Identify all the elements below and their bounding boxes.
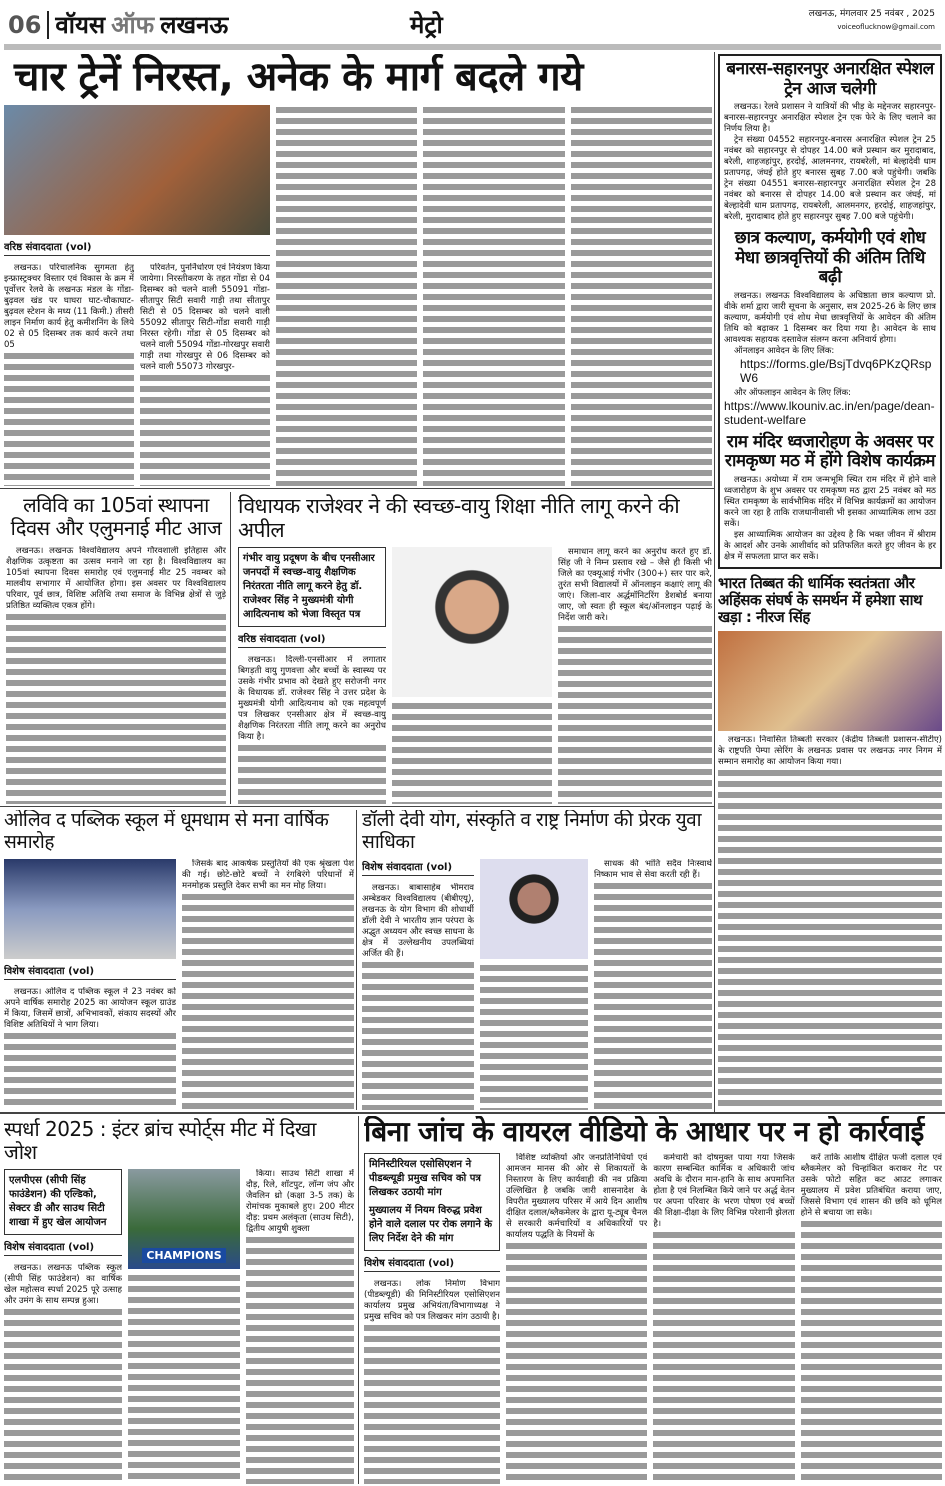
- viral-para2: विशिष्ट व्यक्तियों और जनप्रतिनिधियों एवं आमजन मानस की ओर से शिकायतों के निस्तारण के लिए कार्यवाही की नव प्रक्रिया उल्लिखित है जबकि जारी शासनादेश के विपरीत मुख्यालय परिसर में आये दिन आशीष दीक्षित दलाल/ब्लैकमेलर के द्वारा यू-ट्यूब चैनल से सरकारी कर्मचारियों व अधिकारियों पर कार्यालय पद्धति के नियमों के: [506, 1153, 648, 1241]
- dolly-photo: [480, 859, 588, 959]
- paper-name-1: वॉयस: [55, 11, 106, 39]
- page-number: 06: [8, 11, 49, 39]
- sports-headline: स्पर्धा 2025 : इंटर ब्रांच स्पोर्ट्स मीट में दिखा जोश: [4, 1118, 316, 1164]
- side1-body: [724, 102, 936, 223]
- divider: [358, 1116, 359, 1484]
- sports-story: [4, 1118, 354, 1484]
- mla-col3: [558, 547, 712, 804]
- lu-body: [6, 546, 226, 804]
- sports-para2: लखनऊ। लखनऊ पब्लिक स्कूल (सीपी सिंह फाउंडेशन) का वार्षिक खेल महोत्सव स्पर्धा 2025 पूरे उत्साह और उमंग के साथ सम्पन्न हुआ।: [4, 1263, 122, 1306]
- dolly-headline: डॉली देवी योग, संस्कृति व राष्ट्र निर्माण की प्रेरक युवा साधिका: [362, 810, 702, 853]
- masthead-title: [8, 8, 228, 41]
- side3-headline: राम मंदिर ध्वजारोहण के अवसर पर रामकृष्ण मठ में होंगे विशेष कार्यक्रम: [725, 431, 935, 472]
- lu-story: [6, 494, 226, 804]
- mla-photo: [392, 547, 552, 697]
- offline-label: और ऑफलाइन आवेदन के लिए लिंक:: [734, 387, 851, 398]
- olive-byline: विशेष संवाददाता (vol): [4, 963, 176, 980]
- side4-headline: भारत तिब्बत की धार्मिक स्वतंत्रता और अहिंसक संघर्ष के समर्थन में हमेशा साथ खड़ा : नीरज सिंह: [718, 573, 923, 627]
- viral-para3: कर्मचारी को दोषमुक्त पाया गया जिसके कारण सम्बन्धित कार्मिक व अधिकारी जांच अवधि के दौरान मान-हानि के साथ अपमानित होता है एवं निलम्बित किये जाने पर अर्द्ध वेतन पर अपना परिवार के भरण पोषण एवं बच्चों की शिक्षा-दीक्षा के लिए विभिन्न परेशानी झेलता है।: [653, 1153, 795, 1230]
- online-url-link[interactable]: https://forms.gle/BsjTdvq6PKzQRspW6: [740, 356, 932, 385]
- sports-col2: [128, 1273, 240, 1484]
- sports-col3: [246, 1169, 354, 1484]
- lead-col1: [4, 263, 134, 486]
- viral-col3: [653, 1153, 794, 1484]
- divider: [0, 806, 714, 807]
- side3-para1: लखनऊ। अयोध्या में राम जन्मभूमि स्थित राम मंदिर में होने वाले ध्वजारोहण के शुभ अवसर पर रामकृष्ण मठ द्वारा 25 नवंबर को मठ स्थित रामकृष्ण के सार्वभौमिक मंदिर में विभिन्न कार्यक्रमों का आयोजन करने जा रहा है ताकि राजधानीवासी भी इसका आध्यात्मिक लाभ उठा सकें।: [724, 474, 936, 529]
- side3-para2: इस आध्यात्मिक आयोजन का उद्देश्य है कि भक्त जीवन में श्रीराम के आदर्श और उनके आशीर्वाद को प्रतिफलित करते हुए जीवन के हर क्षेत्र में सफलता प्राप्त कर सकें।: [724, 529, 936, 562]
- lead-story: [4, 54, 712, 486]
- olive-photo: [4, 859, 176, 959]
- dolly-story: [362, 810, 712, 1110]
- viral-highlights: [364, 1153, 500, 1251]
- sidebar-box: [718, 54, 942, 569]
- lead-para2: परिवर्तन, पुनर्निर्धारण एवं नियंत्रण किया जायेगा। निरस्तीकरण के तहत गोंडा से 04 दिसम्बर को चलने वाली 55091 गोंडा-सीतापुर सिटी सवारी गाड़ी तथा सीतापुर सिटी से 05 दिसम्बर को चलने वाली 55092 सीतापुर सिटी-गोंडा सवारी गाड़ी निरस्त रहेगी। गोंडा से 05 दिसम्बर को चलने वाली 55094 गोंडा-गोरखपुर सवारी गाड़ी तथा गोरखपुर से 06 दिसम्बर को चलने वाली 55073 गोरखपुर-: [140, 263, 270, 372]
- online-label: ऑनलाइन आवेदन के लिए लिंक:: [734, 345, 835, 356]
- dolly-byline: विशेष संवाददाता (vol): [362, 859, 474, 876]
- offline-url-link[interactable]: https://www.lkouniv.ac.in/en/page/dean-student-welfare: [724, 398, 935, 427]
- viral-col1: [364, 1279, 500, 1484]
- email: voiceoflucknow@gmail.com: [837, 23, 935, 31]
- divider: [0, 488, 714, 489]
- dolly-col2: [480, 963, 588, 1110]
- sports-highlight: एलपीएस (सीपी सिंह फाउंडेशन) की एल्डिको, सेक्टर डी और साउथ सिटी शाखा में हुए खेल आयोजन: [4, 1169, 122, 1235]
- sidebar-divider: [714, 52, 715, 1112]
- side4-body: [718, 735, 942, 1108]
- paper-name-2: ऑफ: [111, 11, 155, 39]
- olive-col1: [4, 987, 176, 1110]
- olive-para1: लखनऊ। ओलिव द पब्लिक स्कूल ने 23 नवंबर को अपने वार्षिक समारोह 2025 का आयोजन स्कूल ग्राउंड में किया, जिसमें छात्रों, अभिभावकों, संकाय सदस्यों और विशिष्ट अतिथियों ने भाग लिया।: [4, 986, 176, 1030]
- viral-col2: [506, 1153, 647, 1484]
- sports-para1: किया। साउथ सिटी शाखा में दौड़, रिले, शॉटपुट, लॉन्ग जंप और जैवलिन थ्रो (कक्षा 3-5 तक) के रोमांचक मुकाबले हुए। 200 मीटर दौड़: प्रथम अलंकृता (साउथ सिटी), द्वितीय आयुषी शुक्ला: [246, 1169, 354, 1234]
- side2-body: [724, 291, 936, 357]
- divider: [230, 492, 231, 804]
- viral-col4: [801, 1153, 942, 1484]
- side2-para1: लखनऊ। लखनऊ विश्वविद्यालय के अधिष्ठाता छात्र कल्याण प्रो. वीके शर्मा द्वारा जारी सूचना के अनुसार, सत्र 2025-26 के लिए छात्र कल्याण, कर्मयोगी एवं शोध मेधा छात्रवृत्तियों के आवेदन की अंतिम तिथि को बढ़ाकर 1 दिसम्बर कर दिया गया है। आवेदन के साथ आवश्यक सहायक दस्तावेज संलग्न करना अनिवार्य होगा।: [724, 290, 936, 345]
- viral-para1: लखनऊ। लोक निर्माण विभाग (पीडब्ल्यूडी) की मिनिस्टीरियल एसोसिएशन कार्यालय प्रमुख अभियंता/विभागाध्यक्ष ने प्रमुख सचिव को पत्र लिखकर मांग उठायी है।: [364, 1279, 500, 1323]
- divider: [356, 810, 357, 1110]
- lead-para1: लखनऊ। परिचालनिक सुगमता हेतु इन्फ्रास्ट्रक्चर विस्तार एवं विकास के क्रम में पूर्वोत्तर रेलवे के लखनऊ मंडल के गोंडा-बुढ़वल खंड पर घाघरा घाट-चौकाघाट-बुढ़वल स्टेशन के मध्य (11 किमी.) तीसरी लाइन निर्माण कार्य हेतु कमीशनिंग के लिये 02 से 05 दिसम्बर तक कार्य करने तथा 05: [4, 263, 134, 350]
- lead-col4: [423, 105, 564, 486]
- sports-byline: विशेष संवाददाता (vol): [4, 1239, 122, 1256]
- lu-para1: लखनऊ। लखनऊ विश्वविद्यालय अपने गौरवशाली इतिहास और शैक्षणिक उत्कृष्टता का उत्सव मनाने जा रहा है। विश्वविद्यालय का 105वां स्थापना दिवस समारोह एवं एलुमनाई मीट 25 नवम्बर को मालवीय सभागार में आयोजित होगा। इस अवसर पर विश्वविद्यालय परिवार, पूर्व छात्र, विशिष्ट अतिथि तथा समाज के विभिन्न क्षेत्रों से जुड़े प्रतिष्ठित व्यक्तित्व एकत्र होंगे।: [6, 546, 226, 611]
- champions-banner: CHAMPIONS: [142, 1248, 225, 1263]
- viral-para4: करें ताकि आशीष दीक्षित फर्जी दलाल एवं ब्लैकमेलर को चिन्हांकित कराकर गेट पर उसके फोटो सहित कट आउट लगाकर मुख्यालय में प्रवेश प्रतिबंधित कराया जाए, जिससे विभाग एवं शासन की छवि को धूमिल होने से बचाया जा सके।: [800, 1153, 942, 1219]
- mla-col2: [392, 701, 552, 804]
- mla-byline: वरिष्ठ संवाददाता (vol): [238, 631, 386, 648]
- olive-col2: [182, 859, 354, 1110]
- side2-headline: छात्र कल्याण, कर्मयोगी एवं शोध मेधा छात्रवृत्तियों की अंतिम तिथि बढ़ी: [734, 228, 926, 288]
- side1-para1: लखनऊ। रेलवे प्रशासन ने यात्रियों की भीड़ के मद्देनजर सहारनपुर-बनारस-सहारनपुर अनारक्षित स्पेशल ट्रेन एक फेरे के लिए चलाने का निर्णय लिया है।: [724, 102, 936, 135]
- side3-body: [724, 475, 936, 563]
- mla-highlight: गंभीर वायु प्रदूषण के बीच एनसीआर जनपदों में स्वच्छ-वायु शैक्षणिक निरंतरता नीति लागू करने हेतु डॉ. राजेश्वर सिंह ने मुख्यमंत्री योगी आदित्यनाथ को भेजा विस्तृत पत्र: [238, 547, 386, 627]
- dolly-col3: [594, 859, 712, 1110]
- lead-byline: वरिष्ठ संवाददाता (vol): [4, 239, 270, 256]
- lu-headline: लविवि का 105वां स्थापना दिवस और एलुमनाई मीट आज: [10, 494, 222, 540]
- dolly-para1: लखनऊ। बाबासाहेब भीमराव अम्बेडकर विश्वविद्यालय (बीबीएयू), लखनऊ के योग विभाग की शोधार्थी डॉली देवी ने भारतीय ज्ञान परंपरा के अद्भुत अध्ययन और स्वच्छ साधना के क्षेत्र में उल्लेखनीय उपलब्धियां अर्जित की हैं।: [362, 882, 474, 959]
- paper-name-3: लखनऊ: [160, 11, 229, 39]
- train-photo: [4, 105, 270, 235]
- dolly-para2: साधक की भांति सदैव निःस्वार्थ निष्काम भाव से सेवा करती रही हैं।: [594, 858, 712, 880]
- viral-byline: विशेष संवाददाता (vol): [364, 1255, 500, 1272]
- lead-col2: [140, 263, 270, 486]
- viral-headline: बिना जांच के वायरल वीडियो के आधार पर न हो कार्रवाई: [364, 1116, 924, 1148]
- dolly-col1: [362, 883, 474, 1110]
- side4-para1: लखनऊ। निवासित तिब्बती सरकार (केंद्रीय तिब्बती प्रशासन-सीटीए) के राष्ट्रपति पेम्पा त्सेरिंग के लखनऊ प्रवास पर लखनऊ नगर निगम में सम्मान समारोह का आयोजन किया गया।: [718, 734, 942, 767]
- date: लखनऊ, मंगलवार 25 नवंबर , 2025: [808, 9, 935, 19]
- offline-label-wrap: [724, 388, 936, 399]
- sports-col1: [4, 1263, 122, 1484]
- mla-story: [238, 494, 712, 804]
- tibet-event-photo: [718, 631, 942, 731]
- viral-highlight-1: मिनिस्टीरियल एसोसिएशन ने पीडब्ल्यूडी प्रमुख सचिव को पत्र लिखकर उठायी मांग: [369, 1159, 481, 1199]
- olive-story: [4, 810, 354, 1110]
- section-name: मेट्रो: [410, 11, 443, 39]
- divider: [0, 1112, 945, 1114]
- lead-col3: [276, 105, 417, 486]
- mla-headline: विधायक राजेश्वर ने की स्वच्छ-वायु शिक्षा नीति लागू करने की अपील: [238, 494, 680, 543]
- side1-headline: बनारस-सहारनपुर अनारक्षित स्पेशल ट्रेन आज चलेगी: [726, 59, 934, 99]
- viral-highlight-2: मुख्यालय में नियम विरुद्ध प्रवेश होने वाले दलाल पर रोक लगाने के लिए निर्देश देने की मांग: [369, 1205, 493, 1245]
- olive-headline: ओलिव द पब्लिक स्कूल में धूमधाम से मना वार्षिक समारोह: [4, 810, 329, 853]
- mla-para2: समाधान लागू करने का अनुरोध करते हुए डॉ. सिंह जी ने निम्न प्रस्ताव रखे – जैसे ही किसी भी जिले का एक्यूआई गंभीर (300+) स्तर पार करे, तुरंत सभी विद्यालयों में ऑनलाइन कक्षाएं लागू की जाएं। जिला-वार अर्द्धमॉनिटरिंग डैशबोर्ड बनाया जाए, जो स्वतः ही स्कूल बंद/ऑनलाइन पढ़ाई के निर्देश जारी करे।: [558, 547, 712, 624]
- sports-photo: [128, 1169, 240, 1269]
- header-rule: [4, 44, 941, 50]
- lead-col5: [571, 105, 712, 486]
- olive-para2: जिसके बाद आकर्षक प्रस्तुतियों की एक श्रृंखला पेश की गई। छोटे-छोटे बच्चों ने रंगबिरंगे परिधानों में मनमोहक प्रस्तुति देकर सभी का मन मोह लिया।: [182, 858, 354, 891]
- side1-para2: ट्रेन संख्या 04552 सहारनपुर-बनारस अनारक्षित स्पेशल ट्रेन 25 नवंबर को सहारनपुर से दोपहर 14.00 बजे प्रस्थान कर मुरादाबाद, बरेली, शाहजहांपुर, हरदोई, आलमनगर, रायबरेली, मां बेल्हादेवी धाम प्रतापगढ़, जंघई होते हुए बनारस सुबह 7.00 बजे पहुंचेगी। जबकि ट्रेन संख्या 04551 बनारस-सहारनपुर अनारक्षित स्पेशल ट्रेन 28 नवंबर को बनारस से दोपहर 14.00 बजे प्रस्थान कर जंघई, मां बेल्हादेवी धाम प्रतापगढ़, रायबरेली, आलमनगर, हरदोई, शाहजहांपुर, बरेली, मुरादाबाद होते हुए सहारनपुर सुबह 7.00 बजे पहुंचेगी।: [724, 135, 936, 223]
- sidebar: [718, 54, 942, 1108]
- mla-para1: लखनऊ। दिल्ली-एनसीआर में लगातार बिगड़ती वायु गुणवत्ता और बच्चों के स्वास्थ्य पर उसके गंभीर प्रभाव को देखते हुए सरोजनी नगर के विधायक डॉ. राजेश्वर सिंह ने उत्तर प्रदेश के मुख्यमंत्री योगी आदित्यनाथ को एक महत्वपूर्ण पत्र लिखकर एनसीआर क्षेत्र में स्वच्छ-वायु शैक्षणिक निरंतरता नीति लागू करने का अनुरोध किया है।: [238, 655, 386, 743]
- mla-col1: [238, 655, 386, 804]
- viral-story: [364, 1116, 942, 1484]
- lead-headline: चार ट्रेनें निरस्त, अनेक के मार्ग बदले गये: [14, 54, 583, 100]
- dateline: [809, 8, 935, 34]
